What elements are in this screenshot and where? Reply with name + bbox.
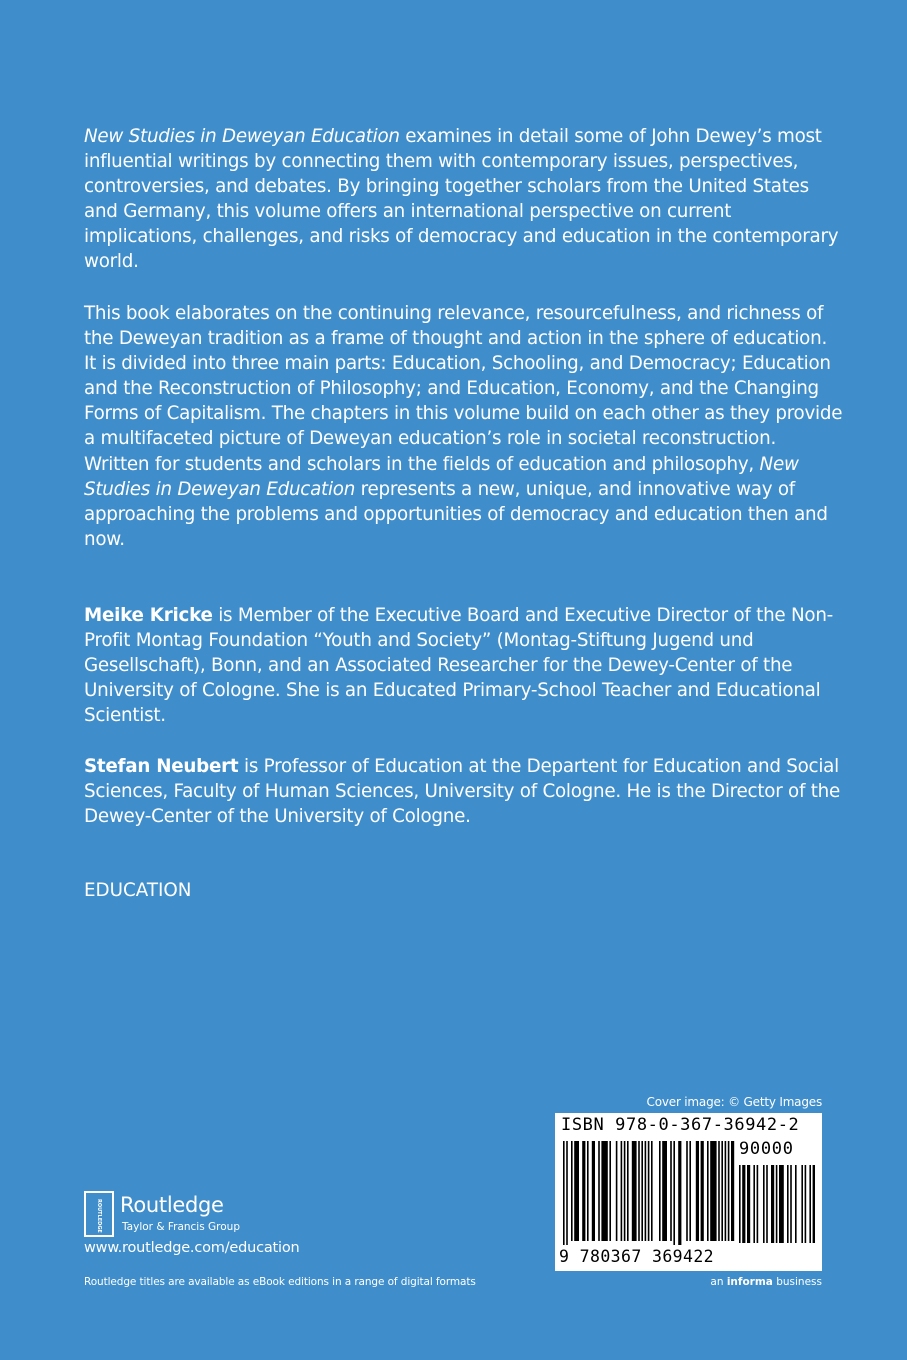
barcode-bar [801,1165,803,1243]
subject-category: EDUCATION [84,880,192,901]
barcode-bar [632,1141,637,1241]
author-bio-2 [84,754,844,829]
barcode-bar [771,1165,774,1243]
barcode-bar [621,1141,623,1241]
barcode-bar [648,1141,650,1241]
barcode-bar [678,1141,681,1245]
cover-credit: Cover image: © Getty Images [646,1095,822,1109]
barcode-bar [718,1141,720,1241]
barcode-bar [638,1141,640,1241]
addon-barcode-icon [739,1165,815,1243]
description-paragraph-2 [84,301,844,552]
publisher-name: Routledge [120,1193,224,1217]
barcode-bar [757,1165,759,1243]
barcode-bar [670,1141,672,1241]
barcode-bar [662,1141,667,1241]
ebook-note: Routledge titles are available as eBook editions in a range of digital formats [84,1276,476,1288]
barcode-bar [696,1141,699,1241]
barcode-bar [689,1141,691,1241]
barcode-bar [651,1141,653,1241]
barcode-bar [763,1165,765,1243]
barcode-bar [721,1141,723,1241]
barcode-bar [563,1141,565,1245]
informa-tagline: an informa business [710,1276,822,1288]
barcode-bar [787,1165,789,1243]
author-bio-text: is Member of the Executive Board and Executive Director of the Non-Profit Montag Foundation “Youth and Society” (Montag-Stiftung Jugend und Gesellschaft), Bonn, and an Associated Researcher for the Dewey-Center of the University of Cologne. She is an Educated Primary-School Teacher and Educational Scientist. [84,605,834,727]
barcode-bar [609,1141,611,1241]
barcode-bar [645,1141,647,1241]
barcode-bar [616,1141,618,1241]
barcode-bar [686,1141,688,1241]
barcode-bar [641,1141,643,1241]
barcode-bar [766,1165,768,1243]
author-name: Stefan Neubert [84,756,239,777]
barcode-bar [587,1141,589,1241]
barcode-bar [598,1141,600,1241]
barcode-bar [574,1141,579,1241]
publisher-group: Taylor & Francis Group [122,1221,240,1233]
routledge-logo-icon [84,1191,114,1237]
barcode-bar [805,1165,807,1243]
barcode-bar [753,1165,755,1243]
ean-digits: 9 780367 369422 [559,1247,715,1266]
publisher-website-link[interactable]: www.routledge.com/education [84,1240,300,1256]
barcode-bar [790,1165,792,1243]
description-paragraph-1 [84,124,844,275]
barcode-bar [710,1141,716,1241]
book-title-italic: New Studies in Deweyan Education [84,126,400,147]
barcode-bar [728,1141,730,1241]
author-bio-text: is Professor of Education at the Departent for Education and Social Sciences, Faculty of Human Sciences, University of Cologne. He is the Director of the Dewey-Center of the University of Cologne. [84,756,840,828]
author-name: Meike Kricke [84,605,213,626]
barcode-bar [701,1141,704,1241]
barcode-bar [795,1165,797,1243]
barcode-bar [779,1165,784,1243]
barcode-bar [624,1141,626,1241]
barcode-bar [747,1165,750,1243]
barcode-bar [809,1165,811,1243]
book-title-italic: New Studies in Deweyan Education [84,453,799,500]
barcode-bar [571,1141,573,1241]
barcode-bar [659,1141,661,1241]
barcode-bar [776,1165,778,1243]
barcode-bar [582,1141,585,1241]
barcode-bar [566,1141,568,1245]
barcode-icon [563,1141,735,1245]
barcode [555,1113,822,1271]
svg-text:ROUTLEDGE: ROUTLEDGE [96,1199,102,1233]
barcode-bar [731,1141,734,1241]
description-text: examines in detail some of John Dewey’s most influential writings by connecting them with contemporary issues, perspectives, controversies, and debates. By bringing together scholars from the United States and Germany, this volume offers an international perspective on current implications, challenges, and risks of democracy and education in the contemporary world. [84,126,839,273]
barcode-bar [739,1165,741,1243]
isbn-label: ISBN 978-0-367-36942-2 [561,1115,800,1135]
barcode-bar [673,1141,675,1245]
barcode-bar [627,1141,629,1241]
description-text: This book elaborates on the continuing relevance, resourcefulness, and richness of the Deweyan tradition as a frame of thought and action in the sphere of education. It is divided into three main parts: Education, Schooling, and Democracy; Education and the Reconstruction of Philosophy; and Education, Economy, and the Changing Forms of Capitalism. The chapters in this volume build on each other as they provide a multifaceted picture of Deweyan education’s role in societal reconstruction. Written for students and scholars in the fields of education and philosophy, [84,303,843,475]
barcode-bar [742,1165,745,1243]
author-bio-1 [84,603,844,728]
barcode-bar [601,1141,607,1241]
barcode-bar [813,1165,815,1243]
description-text: represents a new, unique, and innovative way of approaching the problems and opportunities of democracy and education then and now. [84,478,828,550]
price-code: 90000 [739,1139,794,1159]
barcode-bar [725,1141,727,1241]
barcode-bar [707,1141,709,1241]
barcode-bar [592,1141,595,1241]
